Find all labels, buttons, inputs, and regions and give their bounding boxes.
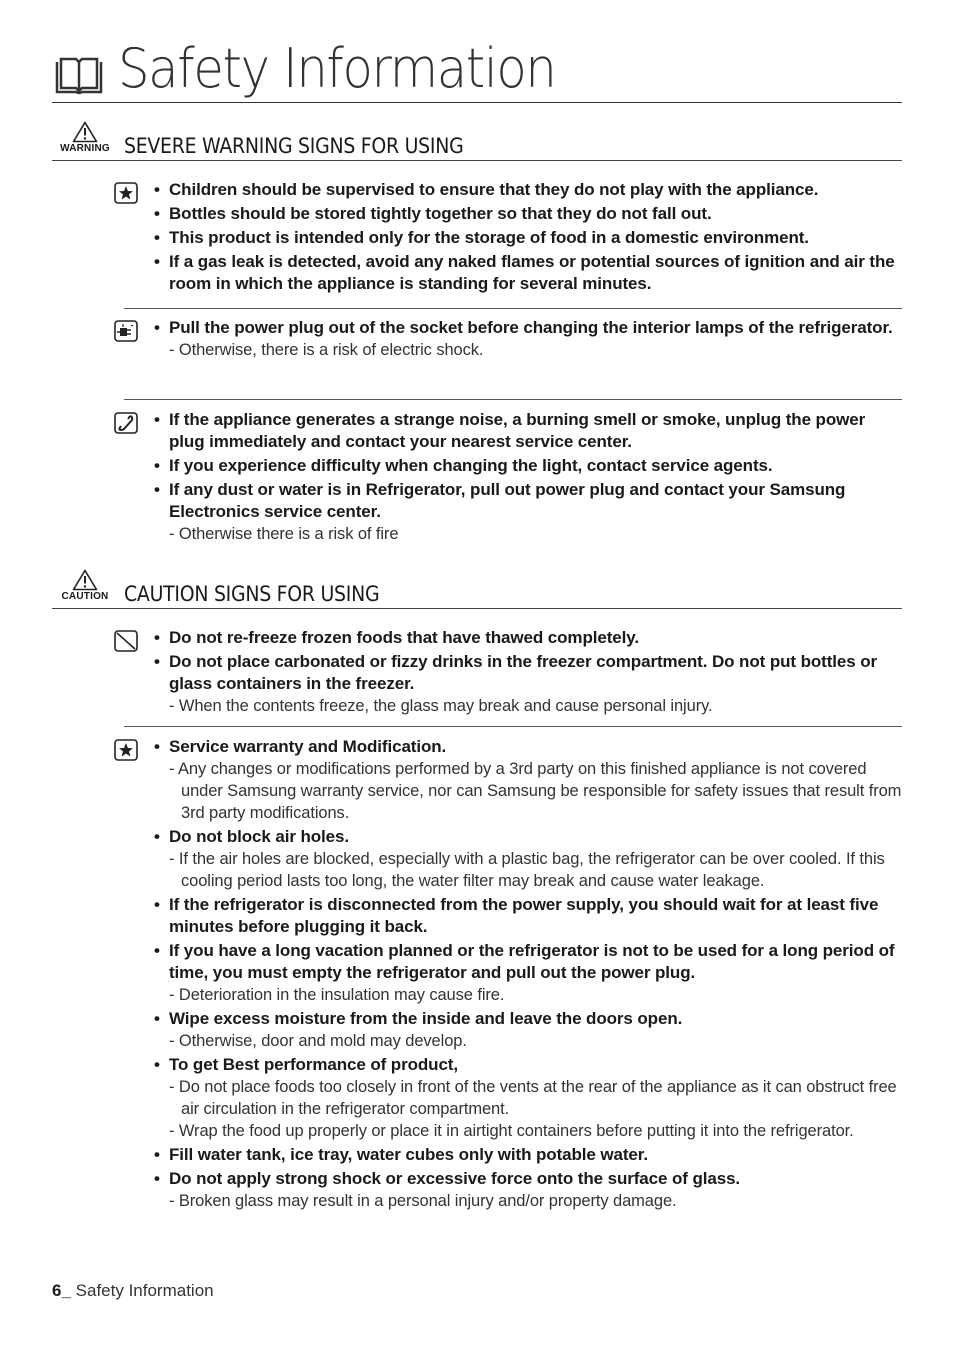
caution-triangle-icon xyxy=(72,569,98,591)
caution-section-header xyxy=(52,564,902,609)
page-header xyxy=(52,37,902,103)
unplug-icon xyxy=(114,320,138,347)
list-item: • Do not place carbonated or fizzy drinks in the freezer compartment. Do not put bottles or glass containers in the freezer. - When the contents freeze, the glass may break and cause personal injury. xyxy=(154,651,902,717)
warning-section-header xyxy=(52,116,902,161)
list-item: • Wipe excess moisture from the inside and leave the doors open. - Otherwise, door and mold may develop. xyxy=(154,1008,902,1052)
warning-block-3 xyxy=(110,409,902,547)
list-item: • If you have a long vacation planned or the refrigerator is not to be used for a long period of time, you must empty the refrigerator and pull out the power plug. - Deterioration in the insulation may cause fire. xyxy=(154,940,902,1006)
warning-block-2 xyxy=(110,317,902,363)
caution-block-1 xyxy=(110,627,902,719)
phone-icon xyxy=(114,412,138,439)
list-item: • Do not re-freeze frozen foods that have thawed completely. xyxy=(154,627,902,649)
warning-sign-label: WARNING xyxy=(60,143,110,154)
list-item: • Fill water tank, ice tray, water cubes only with potable water. xyxy=(154,1144,902,1166)
list-item: • This product is intended only for the storage of food in a domestic environment. xyxy=(154,227,902,249)
divider xyxy=(124,308,902,309)
list-item: • If any dust or water is in Refrigerator, pull out power plug and contact your Samsung Electronics service center. - Otherwise there is a risk of fire xyxy=(154,479,902,545)
note-text: - When the contents freeze, the glass may break and cause personal injury. xyxy=(169,697,713,715)
list-item: • To get Best performance of product, - Do not place foods too closely in front of the vents at the rear of the appliance as it can obstruct free air circulation in the refrigerator compartment. - Wrap the food up properly or place it in airtight containers before putting it into the refrigerator. xyxy=(154,1054,902,1142)
list-item: • If the appliance generates a strange noise, a burning smell or smoke, unplug the power plug immediately and contact your nearest service center. xyxy=(154,409,902,453)
list-item: • If the refrigerator is disconnected from the power supply, you should wait for at least five minutes before plugging it back. xyxy=(154,894,902,938)
note-text: - Wrap the food up properly or place it in airtight containers before putting it into the refrigerator. xyxy=(169,1122,854,1140)
note-text: - If the air holes are blocked, especially with a plastic bag, the refrigerator can be over cooled. If this cooling period lasts too long, the water filter may break and cause water leakage. xyxy=(169,850,885,890)
note-text: - Otherwise, there is a risk of electric shock. xyxy=(169,341,484,359)
footer-label: Safety Information xyxy=(75,1281,214,1300)
note-text: - Otherwise there is a risk of fire xyxy=(169,525,399,543)
warning-sign xyxy=(52,121,118,155)
star-box-icon xyxy=(114,182,138,209)
caution-block-2 xyxy=(110,736,902,1214)
note-text: - Do not place foods too closely in front of the vents at the rear of the appliance as it can obstruct free air circulation in the refrigerator compartment. xyxy=(169,1078,897,1118)
note-text: - Deterioration in the insulation may cause fire. xyxy=(169,986,505,1004)
caution-heading: CAUTION SIGNS FOR USING xyxy=(124,582,380,606)
list-item: • Do not apply strong shock or excessive force onto the surface of glass. - Broken glass may result in a personal injury and/or property damage. xyxy=(154,1168,902,1212)
divider xyxy=(124,726,902,727)
warning-heading: SEVERE WARNING SIGNS FOR USING xyxy=(124,134,464,158)
list-item: • If a gas leak is detected, avoid any naked flames or potential sources of ignition and air the room in which the appliance is standing for several minutes. xyxy=(154,251,902,295)
note-text: - Otherwise, door and mold may develop. xyxy=(169,1032,467,1050)
page-title: Safety Information xyxy=(118,37,556,100)
note-text: - Any changes or modifications performed by a 3rd party on this finished appliance is not covered under Samsung warranty service, nor can Samsung be responsible for safety issues that result from 3rd party modifications. xyxy=(169,760,902,822)
warning-block-1 xyxy=(110,179,902,297)
list-item: • Do not block air holes. - If the air holes are blocked, especially with a plastic bag, the refrigerator can be over cooled. If this cooling period lasts too long, the water filter may break and cause water leakage. xyxy=(154,826,902,892)
list-item: • Bottles should be stored tightly together so that they do not fall out. xyxy=(154,203,902,225)
list-item: • Service warranty and Modification. - Any changes or modifications performed by a 3rd party on this finished appliance is not covered under Samsung warranty service, nor can Samsung be responsible for safety issues that result from 3rd party modifications. xyxy=(154,736,902,824)
prohibited-icon xyxy=(114,630,138,657)
list-item: • Pull the power plug out of the socket before changing the interior lamps of the refrigerator. - Otherwise, there is a risk of electric shock. xyxy=(154,317,902,361)
book-icon xyxy=(54,56,104,101)
star-box-icon xyxy=(114,739,138,766)
list-item: • If you experience difficulty when changing the light, contact service agents. xyxy=(154,455,902,477)
divider xyxy=(124,399,902,400)
warning-triangle-icon xyxy=(72,121,98,143)
list-item: • Children should be supervised to ensure that they do not play with the appliance. xyxy=(154,179,902,201)
caution-sign-label: CAUTION xyxy=(61,591,109,602)
page-footer xyxy=(52,1281,214,1301)
page-number: 6_ xyxy=(52,1281,71,1300)
caution-sign xyxy=(52,569,118,603)
note-text: - Broken glass may result in a personal injury and/or property damage. xyxy=(169,1192,677,1210)
